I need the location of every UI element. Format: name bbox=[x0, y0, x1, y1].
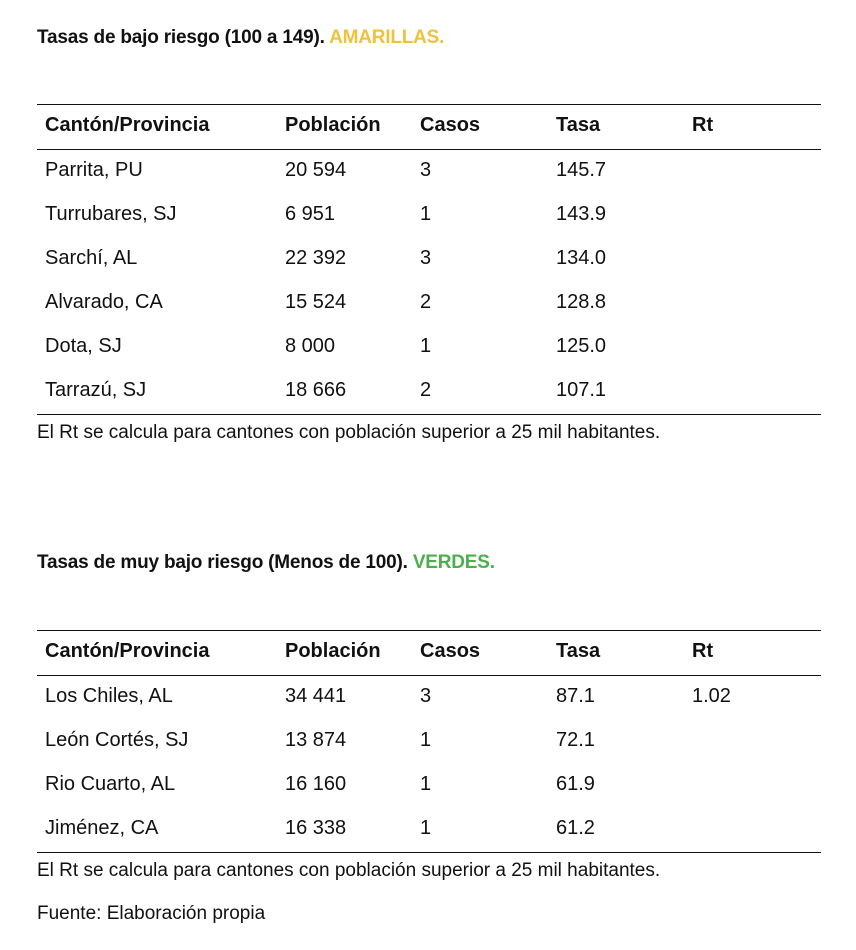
cell-casos: 3 bbox=[420, 159, 432, 181]
cell-tasa: 125.0 bbox=[556, 335, 607, 357]
cell-tasa: 61.2 bbox=[556, 817, 595, 839]
cell-casos: 1 bbox=[420, 817, 432, 839]
cell-canton: Tarrazú, SJ bbox=[45, 379, 147, 401]
cell-canton: Alvarado, CA bbox=[45, 291, 163, 313]
cell-canton: Jiménez, CA bbox=[45, 817, 159, 839]
cell-rt: 1.02 bbox=[692, 685, 731, 707]
cell-canton: Dota, SJ bbox=[45, 335, 122, 357]
cell-canton: Turrubares, SJ bbox=[45, 203, 177, 225]
cell-poblacion: 16 160 bbox=[285, 773, 347, 795]
cell-poblacion: 13 874 bbox=[285, 729, 347, 751]
section-heading-low-risk bbox=[37, 27, 444, 49]
header-casos: Casos bbox=[420, 640, 481, 662]
cell-canton: Sarchí, AL bbox=[45, 247, 138, 269]
cell-casos: 1 bbox=[420, 203, 432, 225]
cell-poblacion: 16 338 bbox=[285, 817, 347, 839]
table-row bbox=[37, 238, 821, 282]
table-row bbox=[37, 764, 821, 808]
header-rt: Rt bbox=[692, 640, 714, 662]
section-title: Tasas de muy bajo riesgo (Menos de 100). bbox=[37, 552, 408, 573]
cell-poblacion: 20 594 bbox=[285, 159, 347, 181]
cell-tasa: 87.1 bbox=[556, 685, 595, 707]
section-heading-very-low-risk bbox=[37, 552, 495, 574]
section-title: Tasas de bajo riesgo (100 a 149). bbox=[37, 27, 325, 48]
cell-casos: 3 bbox=[420, 247, 432, 269]
cell-poblacion: 8 000 bbox=[285, 335, 336, 357]
rt-footnote: El Rt se calcula para cantones con población superior a 25 mil habitantes. bbox=[37, 422, 661, 443]
cell-casos: 1 bbox=[420, 729, 432, 751]
source-note: Fuente: Elaboración propia bbox=[37, 903, 266, 924]
header-canton: Cantón/Provincia bbox=[45, 640, 210, 662]
header-poblacion: Población bbox=[285, 114, 381, 136]
header-rt: Rt bbox=[692, 114, 714, 136]
cell-canton: Parrita, PU bbox=[45, 159, 143, 181]
very-low-risk-table bbox=[37, 630, 821, 853]
cell-casos: 3 bbox=[420, 685, 432, 707]
low-risk-table bbox=[37, 104, 821, 415]
header-casos: Casos bbox=[420, 114, 481, 136]
cell-poblacion: 22 392 bbox=[285, 247, 347, 269]
table-row bbox=[37, 370, 821, 414]
table-row bbox=[37, 676, 821, 720]
risk-label-verdes: VERDES. bbox=[412, 552, 495, 573]
cell-canton: Los Chiles, AL bbox=[45, 685, 173, 707]
cell-tasa: 128.8 bbox=[556, 291, 607, 313]
table-row bbox=[37, 150, 821, 194]
header-tasa: Tasa bbox=[556, 640, 601, 662]
table-row bbox=[37, 326, 821, 370]
table-header-row bbox=[37, 105, 821, 150]
header-poblacion: Población bbox=[285, 640, 381, 662]
cell-poblacion: 34 441 bbox=[285, 685, 347, 707]
cell-canton: León Cortés, SJ bbox=[45, 729, 189, 751]
cell-canton: Rio Cuarto, AL bbox=[45, 773, 176, 795]
cell-casos: 2 bbox=[420, 291, 432, 313]
cell-poblacion: 18 666 bbox=[285, 379, 347, 401]
risk-label-amarillas: AMARILLAS. bbox=[329, 27, 445, 48]
cell-tasa: 143.9 bbox=[556, 203, 607, 225]
cell-casos: 2 bbox=[420, 379, 432, 401]
table-row bbox=[37, 808, 821, 852]
cell-tasa: 72.1 bbox=[556, 729, 595, 751]
table-row bbox=[37, 282, 821, 326]
cell-tasa: 61.9 bbox=[556, 773, 595, 795]
table-row bbox=[37, 194, 821, 238]
cell-poblacion: 6 951 bbox=[285, 203, 336, 225]
cell-tasa: 134.0 bbox=[556, 247, 607, 269]
cell-poblacion: 15 524 bbox=[285, 291, 347, 313]
header-canton: Cantón/Provincia bbox=[45, 114, 210, 136]
cell-tasa: 145.7 bbox=[556, 159, 607, 181]
cell-casos: 1 bbox=[420, 335, 432, 357]
table-row bbox=[37, 720, 821, 764]
header-tasa: Tasa bbox=[556, 114, 601, 136]
table-header-row bbox=[37, 631, 821, 676]
rt-footnote: El Rt se calcula para cantones con población superior a 25 mil habitantes. bbox=[37, 860, 661, 881]
cell-casos: 1 bbox=[420, 773, 432, 795]
cell-tasa: 107.1 bbox=[556, 379, 607, 401]
